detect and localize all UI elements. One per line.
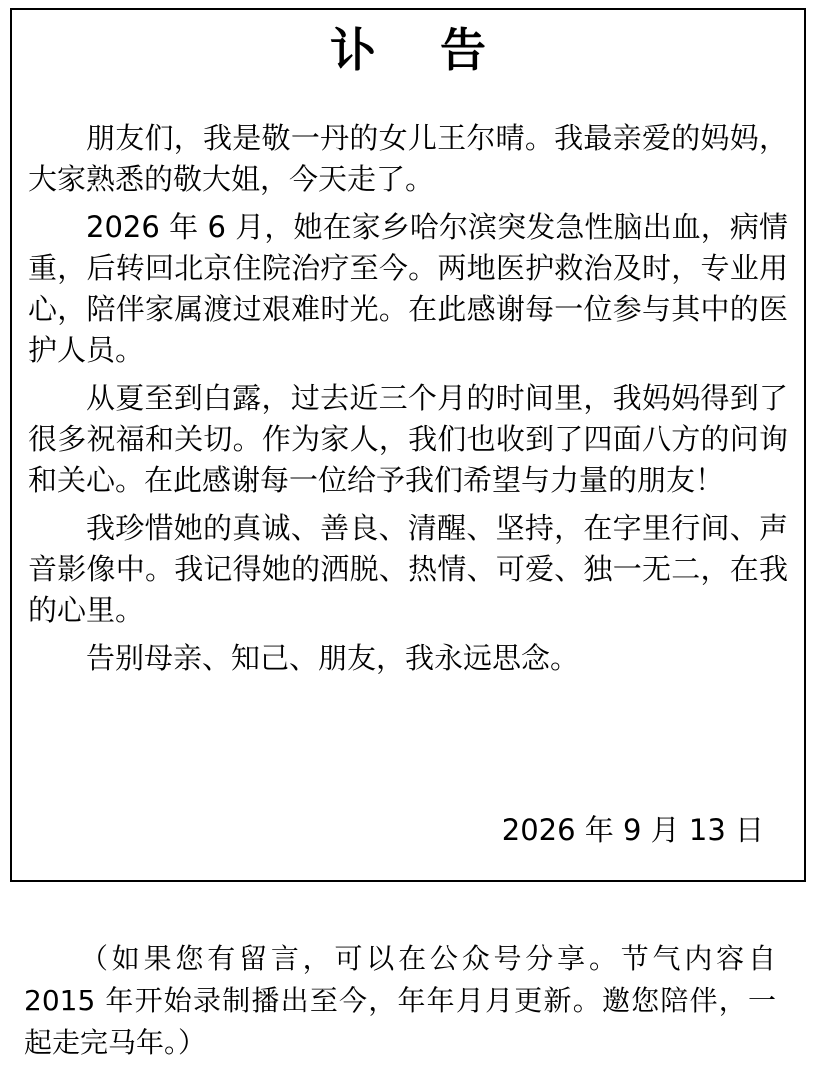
paragraph-gratitude: 从夏至到白露，过去近三个月的时间里，我妈妈得到了很多祝福和关切。作为家人，我们也收到了四面八方的问询和关心。在此感谢每一位给予我们希望与力量的朋友！ bbox=[28, 381, 788, 497]
paragraph-memories: 我珍惜她的真诚、善良、清醒、坚持，在字里行间、声音影像中。我记得她的洒脱、热情、可爱、独一无二，在我的心里。 bbox=[28, 511, 788, 627]
notice-title: 讣 告 bbox=[329, 23, 510, 77]
paragraph-farewell: 告别母亲、知己、朋友，我永远思念。 bbox=[86, 641, 580, 675]
obituary-notice bbox=[10, 8, 806, 882]
paragraph-illness: 2026 年 6 月，她在家乡哈尔滨突发急性脑出血，病情重，后转回北京住院治疗至今。两地医护救治及时，专业用心，陪伴家属渡过艰难时光。在此感谢每一位参与其中的医护人员。 bbox=[28, 210, 788, 367]
footer-note: （如果您有留言，可以在公众号分享。节气内容自 2015 年开始录制播出至今，年年月月更新。邀您陪伴，一起走完马年。） bbox=[24, 942, 776, 1059]
paragraph-greeting: 朋友们，我是敬一丹的女儿王尔晴。我最亲爱的妈妈，大家熟悉的敬大姐，今天走了。 bbox=[28, 121, 788, 196]
notice-body bbox=[28, 118, 788, 686]
notice-date: 2026 年 9 月 13 日 bbox=[501, 813, 764, 847]
